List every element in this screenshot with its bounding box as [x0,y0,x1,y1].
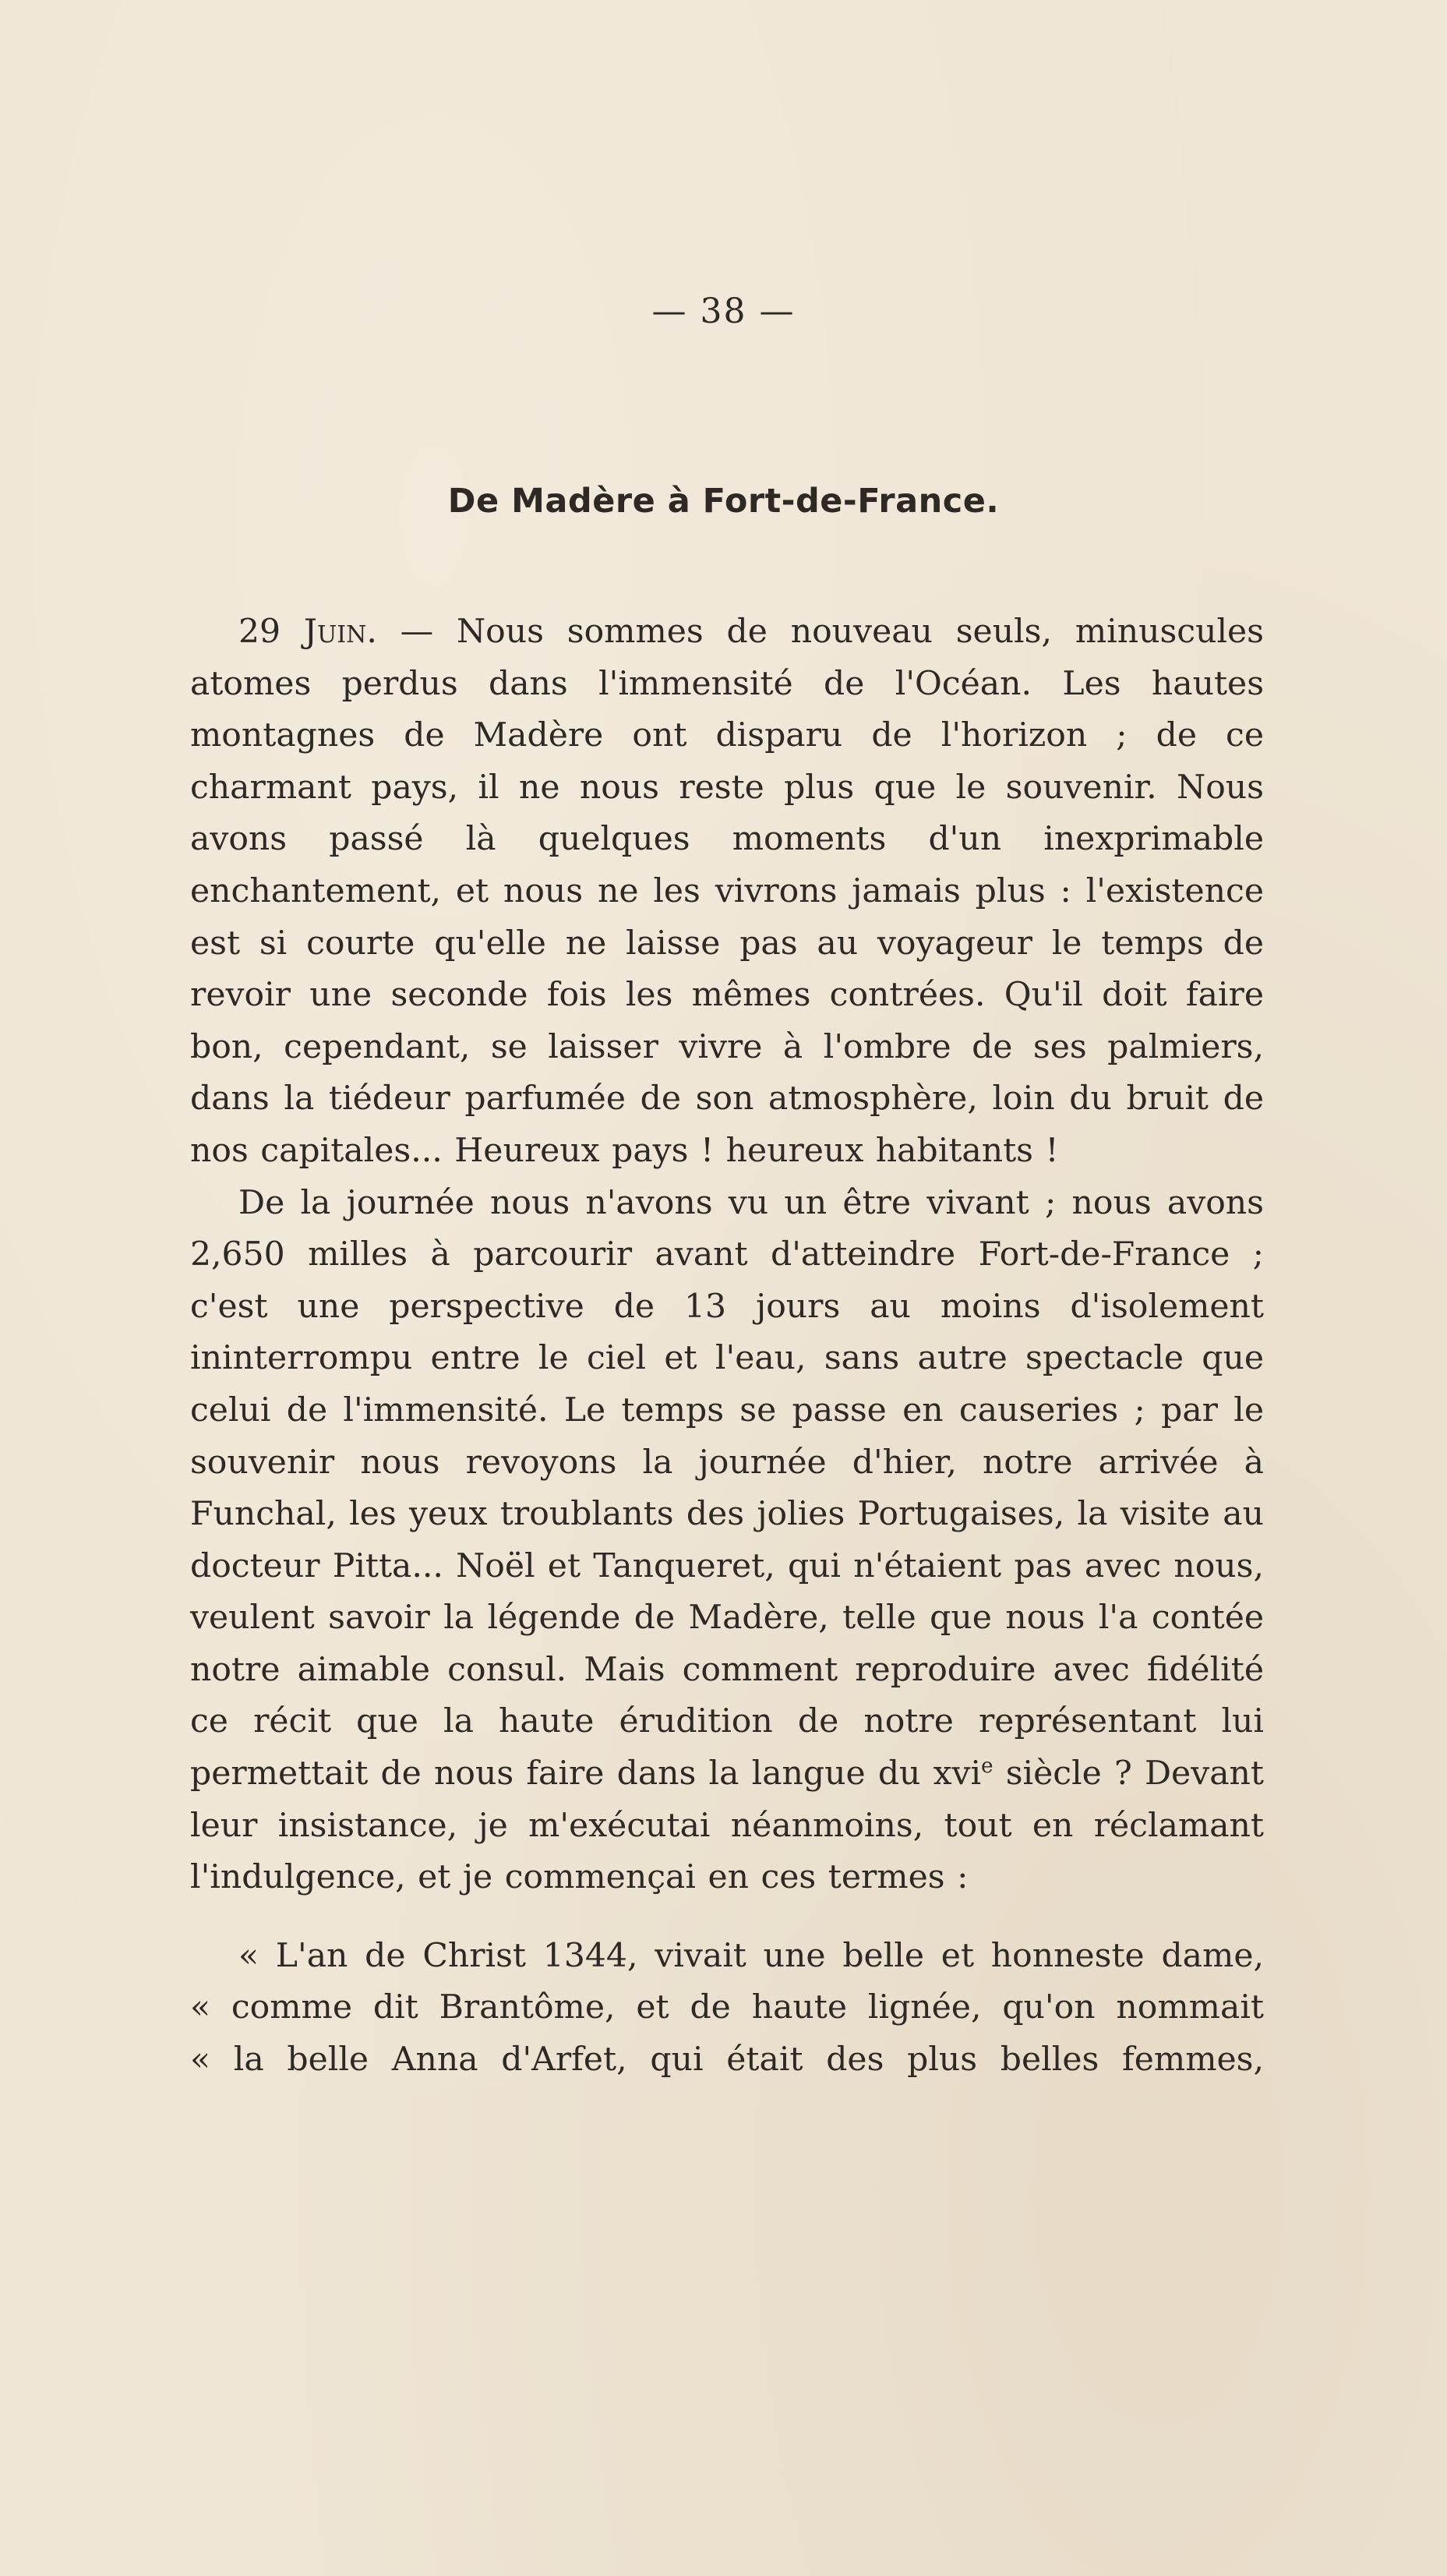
paragraph-1-text: — Nous sommes de nouveau seuls, minuscules atomes perdus dans l'immensité de l'Océan. Les hautes montagnes de Madère ont disparu de l'horizon ; de ce charmant pays, il ne nous reste plus que le souvenir. Nous avons passé là quelques moments d'un inexprimable enchantement, et nous ne les vivrons jamais plus : l'existence est si courte qu'elle ne laisse pas au voyageur le temps de revoir une seconde fois les mêmes contrées. Qu'il doit faire bon, cependant, se laisser vivre à l'ombre de ses palmiers, dans la tiédeur parfumée de son atmosphère, loin du bruit de nos capitales... Heureux pays ! heureux habitants ! [190,613,1264,1170]
paragraph-2 [190,1178,1264,1904]
paragraph-2-text-a: De la journée nous n'avons vu un être vivant ; nous avons 2,650 milles à parcourir avant d'atteindre Fort-de-France ; c'est une perspective de 13 jours au moins d'isolement ininterrompu entre le ciel et l'eau, sans autre spectacle que celui de l'immensité. Le temps se passe en causeries ; par le souvenir nous revoyons la journée d'hier, notre arrivée à Funchal, les yeux troublants des jolies Portugaises, la visite au docteur Pitta... Noël et Tanqueret, qui n'étaient pas avec nous, veulent savoir la légende de Madère, telle que nous l'a contée notre aimable consul. Mais comment reproduire avec fidélité ce récit que la haute érudition de notre représentant lui permettait de nous faire dans la langue du xvi [190,1183,1264,1793]
paragraph-2-text-b: siècle ? Devant leur insistance, je m'exécutai néanmoins, tout en réclamant l'indulgence, et je commençai en ces termes : [190,1754,1264,1897]
entry-date: 29 Juin. [238,613,377,651]
century-superscript: e [981,1754,993,1778]
quotation [190,1931,1264,2087]
quote-line: « L'an de Christ 1344, vivait une belle et honneste dame, [238,1936,1264,1975]
quote-line: « la belle Anna d'Arfet, qui était des plus belles femmes, [190,2041,1264,2080]
page-number: — 38 — [651,292,796,331]
paragraph-1 [190,606,1264,1178]
section-heading: De Madère à Fort-de-France. [447,482,1000,521]
quote-line: « comme dit Brantôme, et de haute lignée, qu'on nommait [190,1988,1264,2027]
body-text [190,606,1264,2087]
